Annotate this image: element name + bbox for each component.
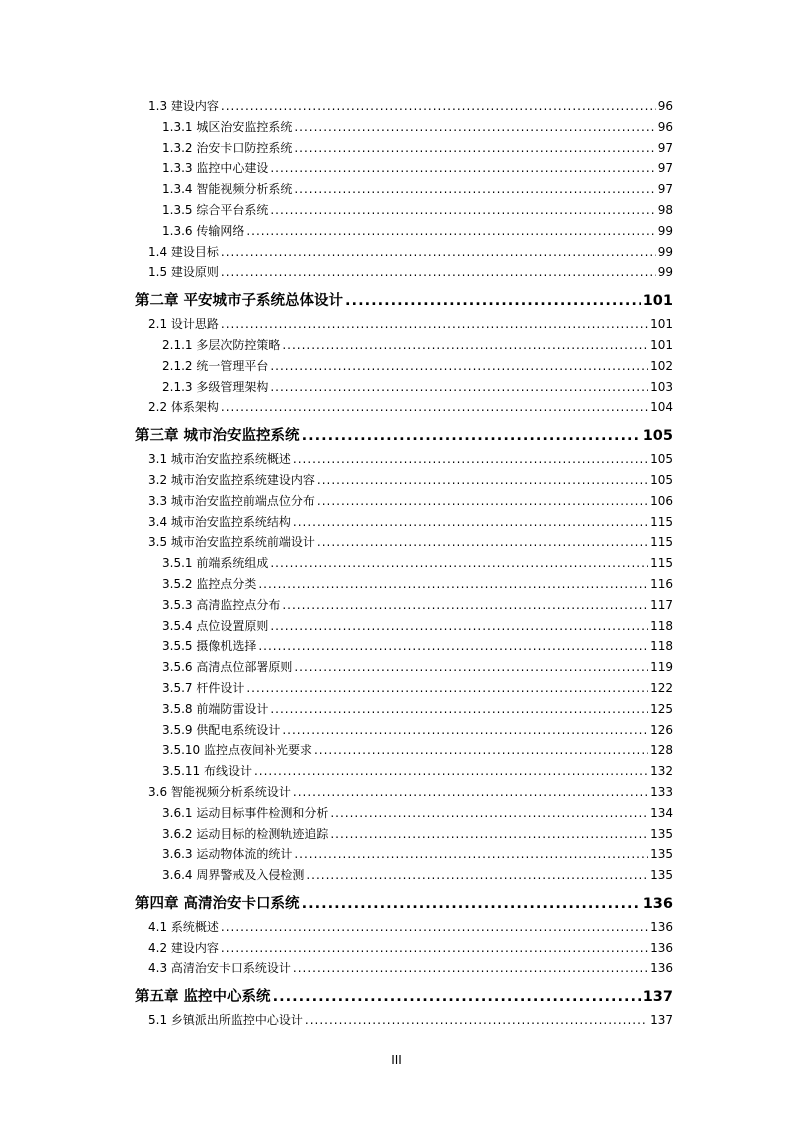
toc-entry-title: 3.5.5 摄像机选择: [162, 639, 257, 654]
toc-entry-page: 128: [650, 743, 673, 758]
toc-entry-title: 3.5.4 点位设置原则: [162, 618, 269, 633]
table-of-contents: [135, 96, 673, 1031]
toc-entry[interactable]: [135, 595, 673, 616]
toc-entry[interactable]: [135, 179, 673, 200]
page-number: III: [391, 1053, 402, 1067]
toc-leader-dots: [246, 678, 648, 699]
toc-entry-title: 3.5.3 高清监控点分布: [162, 597, 281, 612]
toc-entry[interactable]: [135, 636, 673, 657]
toc-leader-dots: [270, 158, 655, 179]
toc-leader-dots: [330, 824, 648, 845]
toc-leader-dots: [273, 984, 641, 1010]
toc-entry-page: 97: [657, 161, 673, 176]
toc-entry-page: 135: [650, 826, 673, 841]
toc-entry-page: 136: [650, 961, 673, 976]
toc-entry[interactable]: [135, 221, 673, 242]
toc-entry-page: 101: [650, 317, 673, 332]
toc-leader-dots: [258, 636, 648, 657]
toc-entry-page: 137: [650, 1013, 673, 1028]
toc-entry[interactable]: [135, 242, 673, 263]
toc-entry[interactable]: [135, 1010, 673, 1031]
toc-leader-dots: [282, 595, 648, 616]
toc-entry-title: 3.5.11 布线设计: [162, 764, 252, 779]
toc-leader-dots: [294, 138, 655, 159]
toc-entry[interactable]: [135, 761, 673, 782]
toc-leader-dots: [306, 865, 648, 886]
toc-leader-dots: [294, 117, 655, 138]
toc-entry-page: 136: [642, 895, 673, 912]
toc-entry[interactable]: [135, 844, 673, 865]
toc-entry-page: 132: [650, 764, 673, 779]
toc-chapter-entry[interactable]: [135, 984, 673, 1010]
toc-leader-dots: [221, 938, 648, 959]
toc-leader-dots: [221, 917, 648, 938]
toc-entry-title: 2.1.2 统一管理平台: [162, 358, 269, 373]
toc-entry-page: 96: [657, 99, 673, 113]
toc-entry-title: 3.6.4 周界警戒及入侵检测: [162, 868, 305, 883]
toc-entry[interactable]: [135, 96, 673, 117]
toc-entry[interactable]: [135, 616, 673, 637]
toc-entry-title: 第三章 城市治安监控系统: [135, 428, 300, 445]
toc-leader-dots: [294, 657, 648, 678]
toc-entry[interactable]: [135, 117, 673, 138]
toc-leader-dots: [270, 356, 648, 377]
toc-entry[interactable]: [135, 958, 673, 979]
toc-entry-page: 99: [657, 223, 673, 238]
toc-entry-title: 3.6.1 运动目标事件检测和分析: [162, 805, 329, 820]
toc-leader-dots: [270, 616, 648, 637]
toc-entry-title: 3.5.10 监控点夜间补光要求: [162, 743, 312, 758]
toc-entry-page: 134: [650, 805, 673, 820]
toc-entry-title: 2.1 设计思路: [148, 317, 219, 332]
toc-entry-title: 3.5 城市治安监控系统前端设计: [148, 535, 315, 550]
toc-leader-dots: [282, 335, 648, 356]
toc-entry-title: 4.3 高清治安卡口系统设计: [148, 961, 291, 976]
toc-entry[interactable]: [135, 720, 673, 741]
toc-leader-dots: [317, 491, 648, 512]
toc-leader-dots: [221, 96, 656, 117]
toc-entry[interactable]: [135, 678, 673, 699]
toc-entry[interactable]: [135, 200, 673, 221]
toc-leader-dots: [258, 574, 648, 595]
toc-entry[interactable]: [135, 470, 673, 491]
toc-entry-page: 106: [650, 493, 673, 508]
toc-entry-title: 1.3.1 城区治安监控系统: [162, 119, 293, 134]
toc-entry-title: 3.5.8 前端防雷设计: [162, 701, 269, 716]
toc-leader-dots: [293, 512, 648, 533]
toc-entry-page: 126: [650, 722, 673, 737]
toc-entry[interactable]: [135, 262, 673, 283]
toc-leader-dots: [221, 314, 648, 335]
toc-entry[interactable]: [135, 356, 673, 377]
toc-leader-dots: [254, 761, 648, 782]
toc-entry-page: 136: [650, 919, 673, 934]
toc-entry-title: 1.3.4 智能视频分析系统: [162, 182, 293, 197]
toc-leader-dots: [221, 397, 648, 418]
toc-entry-title: 4.2 建设内容: [148, 940, 219, 955]
toc-entry[interactable]: [135, 803, 673, 824]
toc-entry-page: 105: [650, 452, 673, 467]
toc-leader-dots: [221, 262, 656, 283]
toc-entry-title: 3.5.9 供配电系统设计: [162, 722, 281, 737]
toc-entry-page: 101: [650, 337, 673, 352]
toc-entry-page: 119: [650, 660, 673, 675]
toc-entry[interactable]: [135, 657, 673, 678]
toc-chapter-entry[interactable]: [135, 288, 673, 314]
toc-leader-dots: [270, 553, 648, 574]
toc-entry-page: 115: [650, 556, 673, 571]
toc-leader-dots: [293, 449, 648, 470]
toc-entry[interactable]: [135, 138, 673, 159]
toc-entry[interactable]: [135, 377, 673, 398]
toc-entry-page: 135: [650, 847, 673, 862]
toc-entry-title: 第四章 高清治安卡口系统: [135, 895, 300, 912]
toc-entry-title: 3.3 城市治安监控前端点位分布: [148, 493, 315, 508]
toc-entry[interactable]: [135, 865, 673, 886]
toc-leader-dots: [317, 470, 648, 491]
toc-entry-title: 4.1 系统概述: [148, 919, 219, 934]
toc-entry[interactable]: [135, 699, 673, 720]
toc-entry-title: 2.1.1 多层次防控策略: [162, 337, 281, 352]
toc-entry-page: 137: [642, 989, 673, 1006]
toc-entry[interactable]: [135, 158, 673, 179]
toc-entry[interactable]: [135, 314, 673, 335]
toc-entry[interactable]: [135, 512, 673, 533]
toc-entry-title: 1.5 建设原则: [148, 265, 219, 280]
toc-leader-dots: [282, 720, 648, 741]
toc-entry-page: 104: [650, 400, 673, 415]
toc-entry-page: 103: [650, 379, 673, 394]
toc-chapter-entry[interactable]: [135, 891, 673, 917]
toc-entry-page: 102: [650, 358, 673, 373]
toc-entry-title: 1.3 建设内容: [148, 99, 219, 113]
toc-leader-dots: [293, 958, 648, 979]
toc-entry[interactable]: [135, 824, 673, 845]
toc-entry[interactable]: [135, 532, 673, 553]
toc-entry-page: 99: [657, 265, 673, 280]
toc-entry[interactable]: [135, 449, 673, 470]
toc-entry-page: 118: [650, 639, 673, 654]
toc-entry-page: 135: [650, 868, 673, 883]
toc-entry-page: 97: [657, 182, 673, 197]
toc-chapter-entry[interactable]: [135, 423, 673, 449]
toc-leader-dots: [294, 844, 648, 865]
toc-leader-dots: [302, 423, 641, 449]
toc-leader-dots: [270, 377, 648, 398]
toc-entry-page: 101: [642, 293, 673, 310]
toc-leader-dots: [246, 221, 655, 242]
toc-entry-page: 99: [657, 244, 673, 259]
toc-leader-dots: [221, 242, 656, 263]
toc-entry-page: 116: [650, 576, 673, 591]
toc-leader-dots: [314, 740, 648, 761]
toc-entry[interactable]: [135, 491, 673, 512]
toc-leader-dots: [345, 288, 641, 314]
toc-entry-title: 2.2 体系架构: [148, 400, 219, 415]
toc-entry-title: 3.6.2 运动目标的检测轨迹追踪: [162, 826, 329, 841]
toc-leader-dots: [330, 803, 648, 824]
toc-entry[interactable]: [135, 553, 673, 574]
toc-entry-page: 96: [657, 119, 673, 134]
toc-leader-dots: [270, 699, 648, 720]
toc-entry-title: 3.1 城市治安监控系统概述: [148, 452, 291, 467]
toc-entry-page: 133: [650, 784, 673, 799]
toc-entry-page: 125: [650, 701, 673, 716]
toc-entry-title: 3.6.3 运动物体流的统计: [162, 847, 293, 862]
toc-entry-page: 98: [657, 202, 673, 217]
toc-entry[interactable]: [135, 335, 673, 356]
toc-entry-title: 3.6 智能视频分析系统设计: [148, 784, 291, 799]
toc-leader-dots: [317, 532, 648, 553]
toc-entry[interactable]: [135, 574, 673, 595]
toc-entry-page: 97: [657, 140, 673, 155]
toc-leader-dots: [305, 1010, 648, 1031]
toc-entry-page: 136: [650, 940, 673, 955]
toc-entry[interactable]: [135, 782, 673, 803]
toc-entry[interactable]: [135, 740, 673, 761]
toc-entry-page: 118: [650, 618, 673, 633]
toc-leader-dots: [270, 200, 655, 221]
toc-entry-page: 115: [650, 514, 673, 529]
toc-leader-dots: [302, 891, 641, 917]
toc-entry[interactable]: [135, 938, 673, 959]
toc-entry-title: 3.5.7 杆件设计: [162, 680, 245, 695]
toc-entry-title: 2.1.3 多级管理架构: [162, 379, 269, 394]
toc-entry-title: 1.3.3 监控中心建设: [162, 161, 269, 176]
toc-entry-title: 1.3.5 综合平台系统: [162, 202, 269, 217]
toc-entry-title: 1.4 建设目标: [148, 244, 219, 259]
toc-entry-page: 115: [650, 535, 673, 550]
toc-entry-title: 3.4 城市治安监控系统结构: [148, 514, 291, 529]
toc-leader-dots: [293, 782, 648, 803]
toc-entry[interactable]: [135, 397, 673, 418]
toc-entry-title: 1.3.6 传输网络: [162, 223, 245, 238]
toc-entry-title: 第二章 平安城市子系统总体设计: [135, 293, 344, 310]
toc-entry-page: 117: [650, 597, 673, 612]
toc-entry-title: 3.5.6 高清点位部署原则: [162, 660, 293, 675]
toc-entry-title: 第五章 监控中心系统: [135, 989, 271, 1006]
toc-leader-dots: [294, 179, 655, 200]
toc-entry-title: 3.2 城市治安监控系统建设内容: [148, 472, 315, 487]
toc-entry-page: 122: [650, 680, 673, 695]
toc-entry-page: 105: [650, 472, 673, 487]
toc-entry-title: 3.5.2 监控点分类: [162, 576, 257, 591]
toc-entry-title: 1.3.2 治安卡口防控系统: [162, 140, 293, 155]
toc-entry[interactable]: [135, 917, 673, 938]
toc-entry-page: 105: [642, 428, 673, 445]
toc-entry-title: 3.5.1 前端系统组成: [162, 556, 269, 571]
toc-entry-title: 5.1 乡镇派出所监控中心设计: [148, 1013, 303, 1028]
